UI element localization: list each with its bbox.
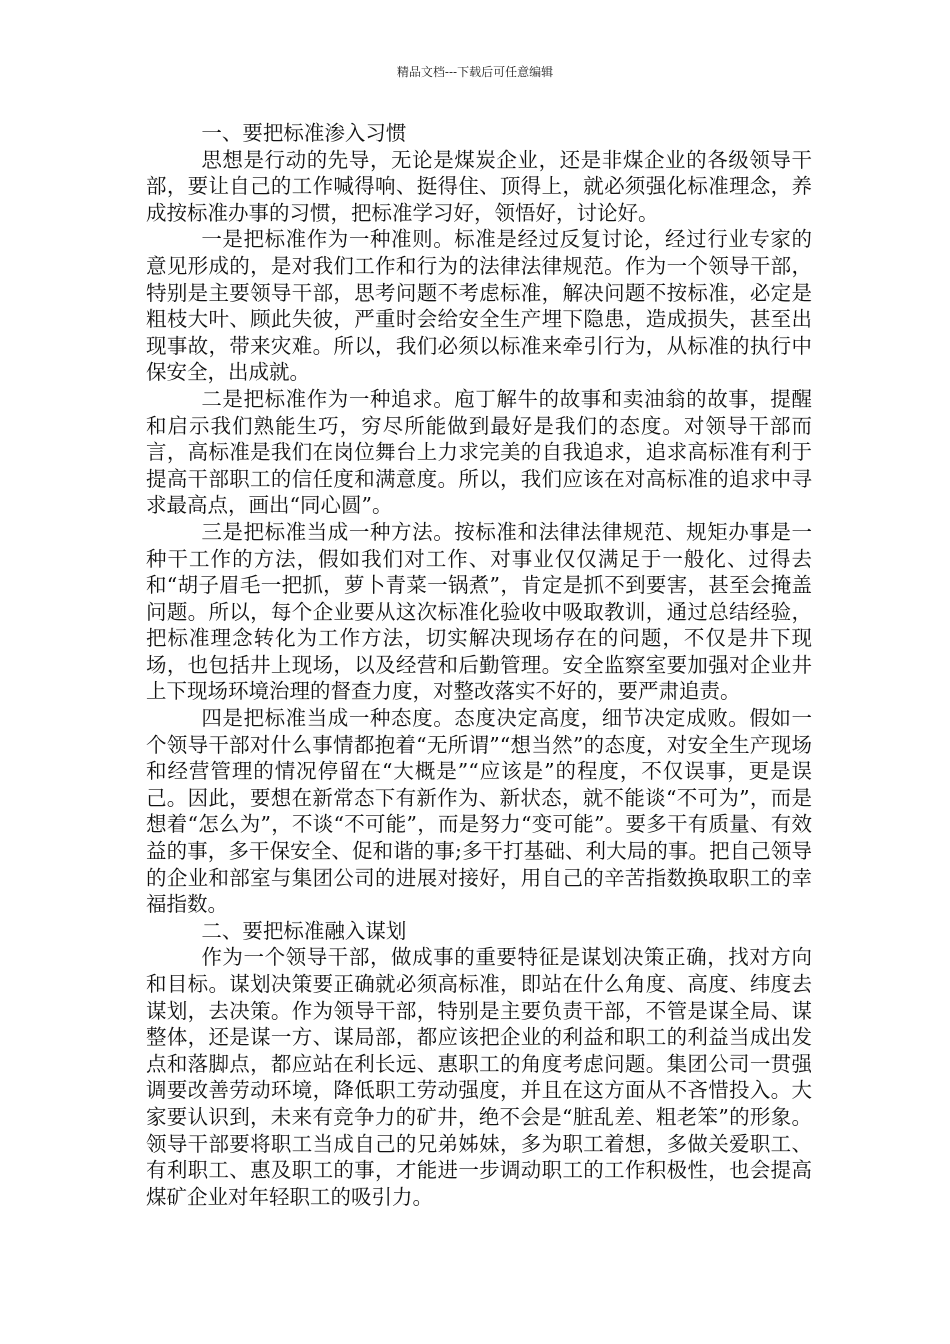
- paragraph-intro: 思想是行动的先导，无论是煤炭企业，还是非煤企业的各级领导干部，要让自己的工作喊得响、挺得住、顶得上，就必须强化标准理念，养成按标准办事的习惯，把标准学习好，领悟好，讨论好。: [146, 147, 812, 225]
- section-heading-2: 二、要把标准融入谋划: [201, 918, 407, 943]
- paragraph-standard-as-pursuit: 二是把标准作为一种追求。庖丁解牛的故事和卖油翁的故事，提醒和启示我们熟能生巧，穷尽所能做到最好是我们的态度。对领导干部而言，高标准是我们在岗位舞台上力求完美的自我追求，追求高标准有利于提高干部职工的信任度和满意度。所以，我们应该在对高标准的追求中寻求最高点，画出“同心圆”。: [146, 386, 812, 518]
- page-header: 精品文档---下载后可任意编辑: [396, 65, 554, 79]
- document-body: [146, 120, 812, 1210]
- paragraph-planning: 作为一个领导干部，做成事的重要特征是谋划决策正确，找对方向和目标。谋划决策要正确就必须高标准，即站在什么角度、高度、纬度去谋划，去决策。作为领导干部，特别是主要负责干部，不管是谋全局、谋整体，还是谋一方、谋局部，都应该把企业的利益和职工的利益当成出发点和落脚点，都应站在利长远、惠职工的角度考虑问题。集团公司一贯强调要改善劳动环境，降低职工劳动强度，并且在这方面从不吝惜投入。大家要认识到，未来有竞争力的矿井，绝不会是“脏乱差、粗老笨”的形象。领导干部要将职工当成自己的兄弟姊妹，多为职工着想，多做关爱职工、有利职工、惠及职工的事，才能进一步调动职工的工作积极性，也会提高煤矿企业对年轻职工的吸引力。: [146, 945, 812, 1209]
- paragraph-standard-as-method: 三是把标准当成一种方法。按标准和法律法律规范、规矩办事是一种干工作的方法，假如我们对工作、对事业仅仅满足于一般化、过得去和“胡子眉毛一把抓，萝卜青菜一锅煮”，肯定是抓不到要害，甚至会掩盖问题。所以，每个企业要从这次标准化验收中吸取教训，通过总结经验，把标准理念转化为工作方法，切实解决现场存在的问题，不仅是井下现场，也包括井上现场，以及经营和后勤管理。安全监察室要加强对企业井上下现场环境治理的督查力度，对整改落实不好的，要严肃追责。: [146, 519, 812, 704]
- section-heading-1: 一、要把标准渗入习惯: [201, 121, 407, 145]
- paragraph-standard-as-rule: 一是把标准作为一种准则。标准是经过反复讨论，经过行业专家的意见形成的，是对我们工作和行为的法律法律规范。作为一个领导干部，特别是主要领导干部，思考问题不考虑标准，解决问题不按标准，必定是粗枝大叶、顾此失彼，严重时会给安全生产埋下隐患，造成损失，甚至出现事故，带来灾难。所以，我们必须以标准来牵引行为，从标准的执行中保安全，出成就。: [146, 227, 812, 385]
- paragraph-standard-as-attitude: 四是把标准当成一种态度。态度决定高度，细节决定成败。假如一个领导干部对什么事情都抱着“无所谓”“想当然”的态度，对安全生产现场和经营管理的情况停留在“大概是”“应该是”的程度，不仅误事，更是误己。因此，要想在新常态下有新作为、新状态，就不能谈“不可为”，而是想着“怎么为”，不谈“不可能”，而是努力“变可能”。要多干有质量、有效益的事，多干保安全、促和谐的事;多干打基础、利大局的事。把自己领导的企业和部室与集团公司的进展对接好，用自己的辛苦指数换取职工的幸福指数。: [146, 706, 812, 917]
